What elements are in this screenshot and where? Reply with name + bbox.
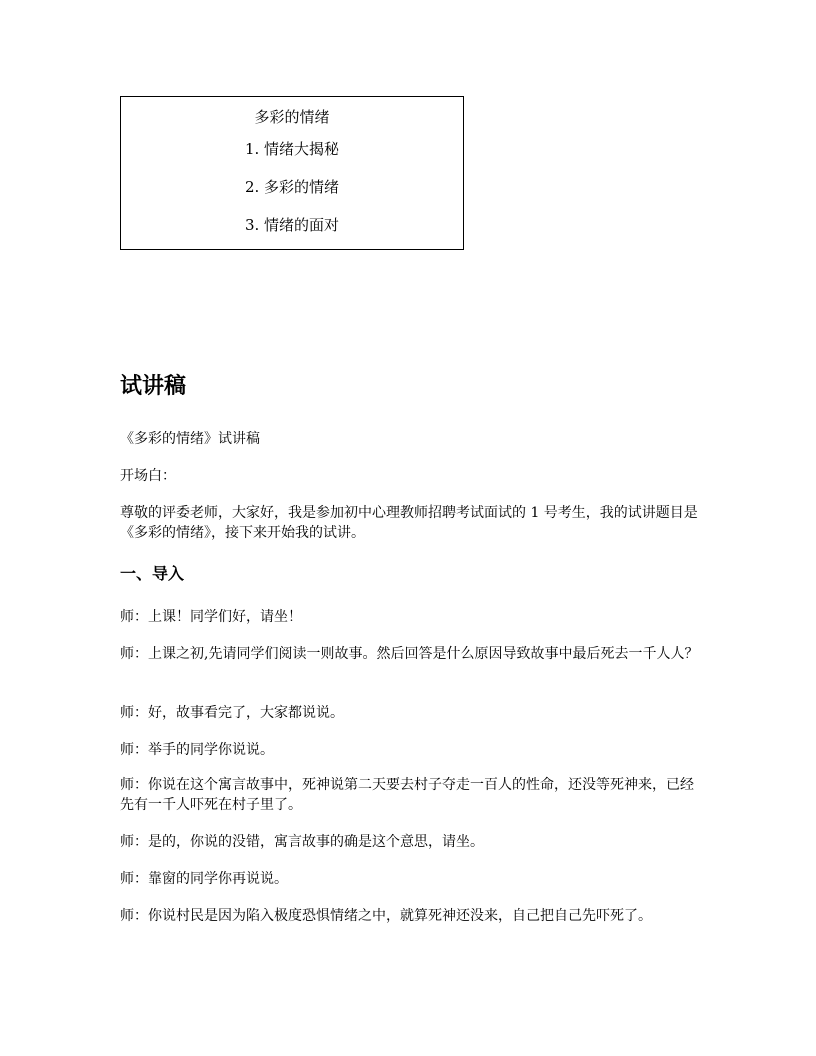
dialogue-paragraph: 师：上课！同学们好，请坐！ bbox=[120, 609, 302, 625]
dialogue-paragraph: 师：靠窗的同学你再说说。 bbox=[120, 871, 288, 887]
outline-box bbox=[120, 96, 464, 250]
dialogue-paragraph: 师：举手的同学你说说。 bbox=[120, 742, 274, 758]
dialogue-paragraph: 师：你说在这个寓言故事中，死神说第二天要去村子夺走一百人的性命，还没等死神来，已经先有一千人吓死在村子里了。 bbox=[120, 777, 694, 813]
document-heading: 试讲稿 bbox=[120, 374, 187, 399]
section-heading-intro: 一、导入 bbox=[120, 564, 185, 583]
opening-label: 开场白： bbox=[120, 468, 176, 484]
outline-item: 3. 情绪的面对 bbox=[244, 216, 340, 234]
dialogue-paragraph: 师：你说村民是因为陷入极度恐惧情绪之中，就算死神还没来，自己把自己先吓死了。 bbox=[120, 908, 652, 924]
outline-title: 多彩的情绪 bbox=[254, 108, 330, 126]
dialogue-paragraph: 师：好，故事看完了，大家都说说。 bbox=[120, 705, 344, 721]
dialogue-paragraph: 师：上课之初,先请同学们阅读一则故事。然后回答是什么原因导致故事中最后死去一千人人？ bbox=[120, 646, 699, 662]
lesson-title: 《多彩的情绪》试讲稿 bbox=[120, 431, 260, 447]
opening-text: 尊敬的评委老师，大家好，我是参加初中心理教师招聘考试面试的 1 号考生，我的试讲题目是《多彩的情绪》，接下来开始我的试讲。 bbox=[120, 505, 698, 541]
dialogue-paragraph: 师：是的，你说的没错，寓言故事的确是这个意思，请坐。 bbox=[120, 834, 484, 850]
outline-item: 1. 情绪大揭秘 bbox=[244, 140, 340, 158]
outline-item: 2. 多彩的情绪 bbox=[244, 178, 340, 196]
